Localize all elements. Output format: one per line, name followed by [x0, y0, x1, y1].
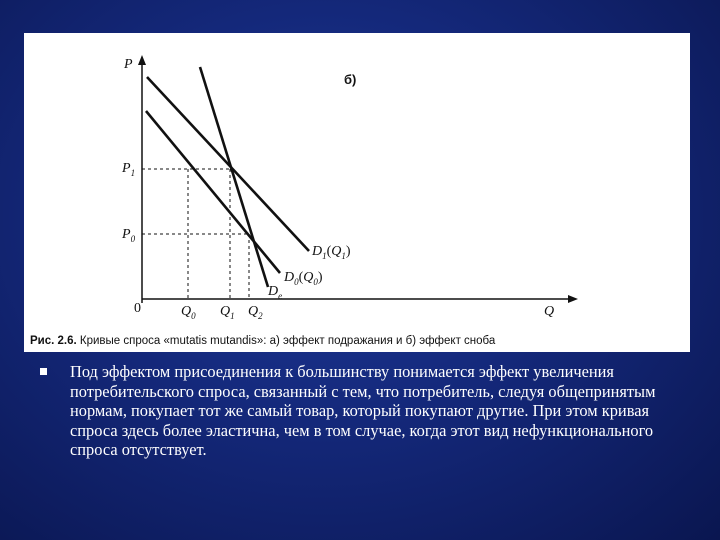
origin-label: 0 [134, 301, 141, 316]
x-axis-label: Q [544, 304, 555, 319]
q1-label: $Q_1$ [220, 304, 235, 321]
de-curve [200, 67, 268, 287]
q0-label: $Q_0$ [181, 304, 196, 321]
q2-label: $Q_2$ [248, 304, 263, 321]
bullet-square-icon [40, 368, 47, 375]
de-curve-label: $D_e$ [268, 284, 283, 301]
guide-lines [142, 169, 249, 299]
d0-curve-label: $D_0(Q_0)$ [284, 270, 323, 287]
d1-curve [147, 77, 309, 251]
caption-text: Кривые спроса «mutatis mutandis»: а) эффект подражания и б) эффект сноба [76, 335, 496, 347]
caption-number: Рис. 2.6. [30, 335, 77, 347]
d0-curve [146, 111, 280, 273]
demand-curves-figure [24, 33, 690, 352]
figure-caption [30, 335, 496, 347]
d1-curve-label: $D_1(Q_1)$ [312, 244, 351, 261]
demand-diagram [24, 33, 690, 352]
y-axis-label: P [124, 57, 133, 72]
panel-label: б) [344, 72, 357, 87]
p1-label: $P_1$ [122, 161, 136, 178]
x-axis-arrow [568, 295, 578, 303]
y-axis-arrow [138, 55, 146, 65]
bullet-text: Под эффектом присоединения к большинству понимается эффект увеличения потребительского спроса, связанный с тем, что потребитель, следуя общепринятым нормам, покупает тот же самый товар, который покупают другие. При этом кривая спроса здесь более эластична, чем в том случае, когда этот вид нефункционального спроса отсутствует. [70, 362, 656, 460]
p0-label: $P_0$ [122, 227, 136, 244]
